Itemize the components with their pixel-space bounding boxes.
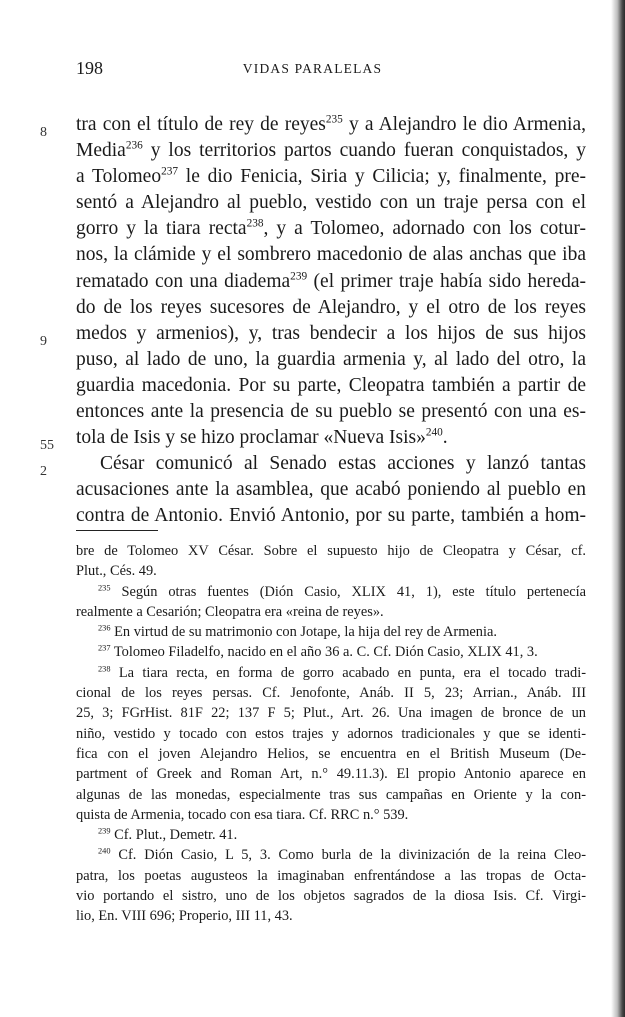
text-line: Media$^{236}$ y los territorios partos cuando fueran conquistados, y	[76, 139, 586, 162]
footnote-line: $^{237}$ Tolomeo Filadelfo, nacido en el año 36 a. C. Cf. Dión Casio, XLIX 41, 3.	[98, 644, 538, 661]
running-title: VIDAS PARALELAS	[242, 61, 383, 76]
margin-number: 2	[40, 464, 47, 479]
margin-number: 8	[40, 125, 47, 140]
footnote-line: cional de los reyes persas. Cf. Jenofonte, Anáb. II 5, 23; Arrian., Anáb. III	[76, 685, 586, 702]
footnote-rule	[76, 530, 158, 531]
footnote-line: niño, vestido y tocado con estos trajes y adornos tradicionales y que se identi-	[76, 725, 586, 742]
margin-number: 9	[40, 334, 47, 349]
text-line: tra con el título de rey de reyes$^{235}$ y a Alejandro le dio Armenia,	[76, 113, 586, 135]
footnote-line: Plut., Cés. 49.	[76, 563, 157, 580]
footnote-line: patra, los poetas augusteos la imaginaban enfrentándose a las tropas de Octa-	[76, 867, 586, 884]
footnote-line: $^{240}$ Cf. Dión Casio, L 5, 3. Como burla de la divinización de la reina Cleo-	[98, 847, 586, 864]
footnote-line: bre de Tolomeo XV César. Sobre el supuesto hijo de Cleopatra y César, cf.	[76, 543, 586, 559]
text-line: rematado con una diadema$^{239}$ (el primer traje había sido hereda-	[76, 270, 587, 292]
text-line: entonces ante la presencia de su pueblo se presentó con una es-	[76, 401, 586, 423]
main-text	[76, 112, 586, 530]
text-line: contra de Antonio. Envió Antonio, por su parte, también a hom-	[76, 505, 586, 527]
text-line: guardia macedonia. Por su parte, Cleopatra también a partir de	[76, 374, 586, 396]
footnote-line: $^{238}$ La tiara recta, en forma de gorro acabado en punta, era el tocado tradi-	[98, 664, 586, 681]
text-line: gorro y la tiara recta$^{238}$, y a Tolomeo, adornado con los cotur-	[76, 218, 586, 240]
footnote-line: partment of Greek and Roman Art, n.° 49.11.3). El propio Antonio aparece en	[76, 766, 586, 783]
text-line: medos y armenios), y, tras bendecir a los hijos de sus hijos	[76, 322, 586, 344]
footnote-line: 25, 3; FGrHist. 81F 22; 137 F 5; Plut., Art. 26. Una imagen de bronce de un	[76, 705, 586, 722]
footnote-line: realmente a Cesarión; Cleopatra era «reina de reyes».	[76, 603, 384, 620]
footnote-line: fica con el joven Alejandro Helios, se encuentra en el British Museum (De-	[76, 745, 586, 762]
text-line: puso, al lado de uno, la guardia armenia y, al lado del otro, la	[76, 348, 586, 370]
text-line: do de los reyes sucesores de Alejandro, y el otro de los reyes	[76, 296, 586, 318]
footnote-line: vio portando el sistro, uno de los objetos sagrados de la diosa Isis. Cf. Virgi-	[76, 888, 586, 905]
page-number: 198	[76, 58, 103, 78]
footnote-line: $^{235}$ Según otras fuentes (Dión Casio, XLIX 41, 1), este título pertenecía	[98, 583, 586, 600]
margin-number: 55	[40, 438, 54, 453]
footnotes	[76, 541, 586, 927]
footnote-line: lio, En. VIII 696; Properio, III 11, 43.	[76, 908, 293, 925]
footnote-line: quista de Armenia, tocado con esa tiara. Cf. RRC n.° 539.	[76, 806, 409, 823]
text-line: a Tolomeo$^{237}$ le dio Fenicia, Siria y Cilicia; y, finalmente, pre-	[76, 165, 586, 188]
text-line: acusaciones ante la asamblea, que acabó poniendo al pueblo en	[76, 479, 586, 501]
footnote-line: algunas de las monedas, especialmente tras sus campañas en Oriente y la con-	[76, 786, 586, 803]
footnote-line: $^{236}$ En virtud de su matrimonio con Jotape, la hija del rey de Armenia.	[98, 623, 497, 641]
page-edge-shadow	[611, 0, 625, 1017]
text-line: nos, la clámide y el sombrero macedonio de alas anchas que iba	[76, 244, 586, 266]
text-line: tola de Isis y se hizo proclamar «Nueva Isis»$^{240}$.	[76, 426, 448, 449]
footnote-line: $^{239}$ Cf. Plut., Demetr. 41.	[98, 826, 238, 844]
text-line: sentó a Alejandro al pueblo, vestido con un traje persa con el	[76, 192, 586, 214]
text-line: César comunicó al Senado estas acciones y lanzó tantas	[100, 453, 586, 475]
